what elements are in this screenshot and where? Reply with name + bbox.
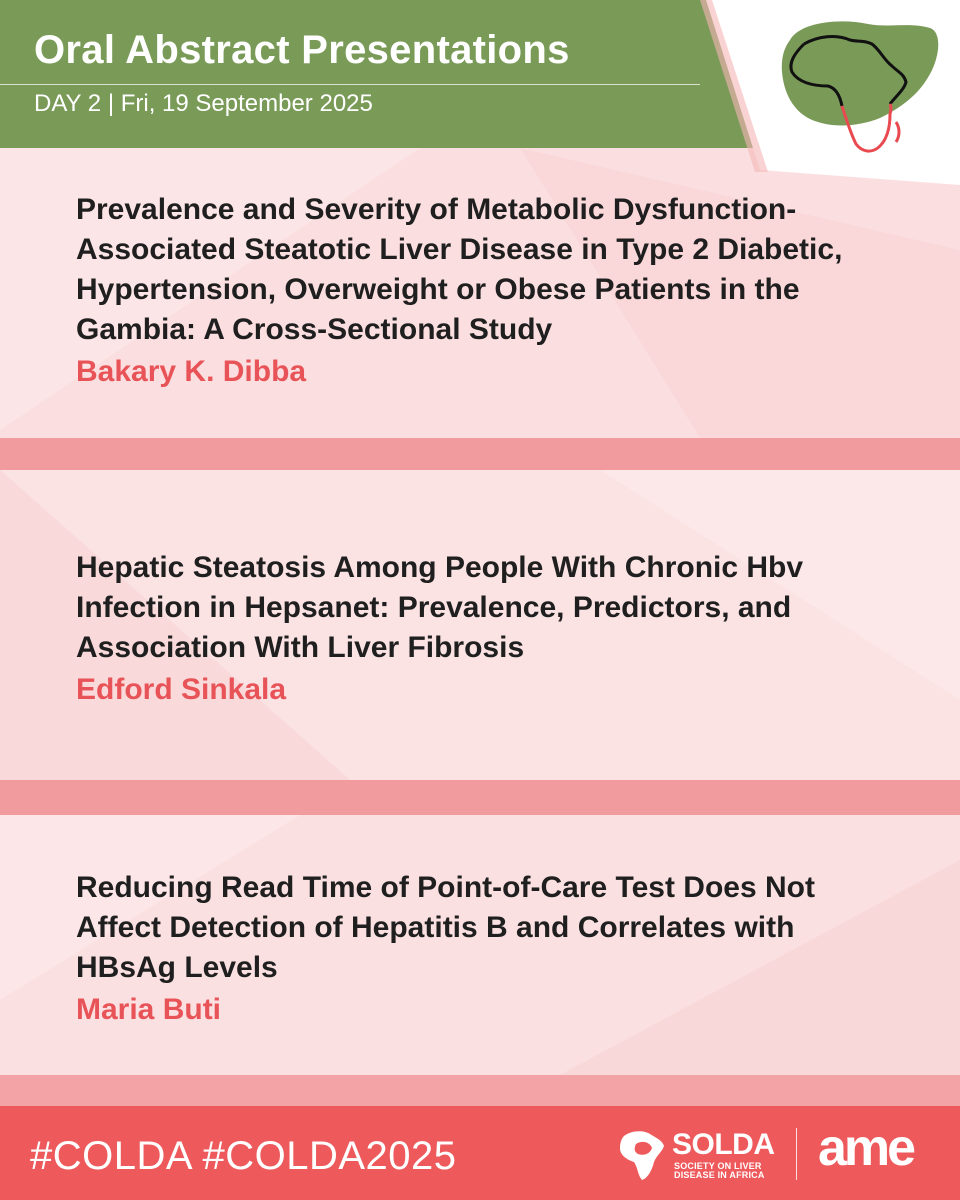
footer-divider	[796, 1128, 797, 1180]
presentation-title: Prevalence and Severity of Metabolic Dysfunction-Associated Steatotic Liver Disease in Type 2 Diabetic, Hypertension, Overweight or Obese Patients in the Gambia: A Cross-Sectional Study	[76, 193, 843, 346]
africa-liver-logo	[0, 0, 960, 190]
presentation-author: Maria Buti	[76, 993, 222, 1026]
presentation-author: Edford Sinkala	[76, 673, 287, 706]
footer-bar	[0, 1106, 960, 1200]
presentation-author: Bakary K. Dibba	[76, 355, 307, 388]
solda-name: SOLDA	[672, 1128, 775, 1161]
solda-tagline: SOCIETY ON LIVER DISEASE IN AFRICA	[674, 1161, 765, 1180]
hashtags: #COLDA #COLDA2025	[30, 1134, 457, 1178]
solda-africa-icon	[616, 1126, 668, 1182]
presentation-title: Hepatic Steatosis Among People With Chronic Hbv Infection in Hepsanet: Prevalence, Predictors, and Association With Liver Fibrosis	[76, 551, 804, 664]
presentation-title: Reducing Read Time of Point-of-Care Test Does Not Affect Detection of Hepatitis B and Correlates with HBsAg Levels	[76, 871, 815, 984]
ame-logo: ame	[818, 1119, 914, 1177]
solda-logo	[616, 1126, 776, 1182]
page-title: Oral Abstract Presentations	[34, 28, 570, 72]
page-subtitle: DAY 2 | Fri, 19 September 2025	[34, 90, 373, 117]
